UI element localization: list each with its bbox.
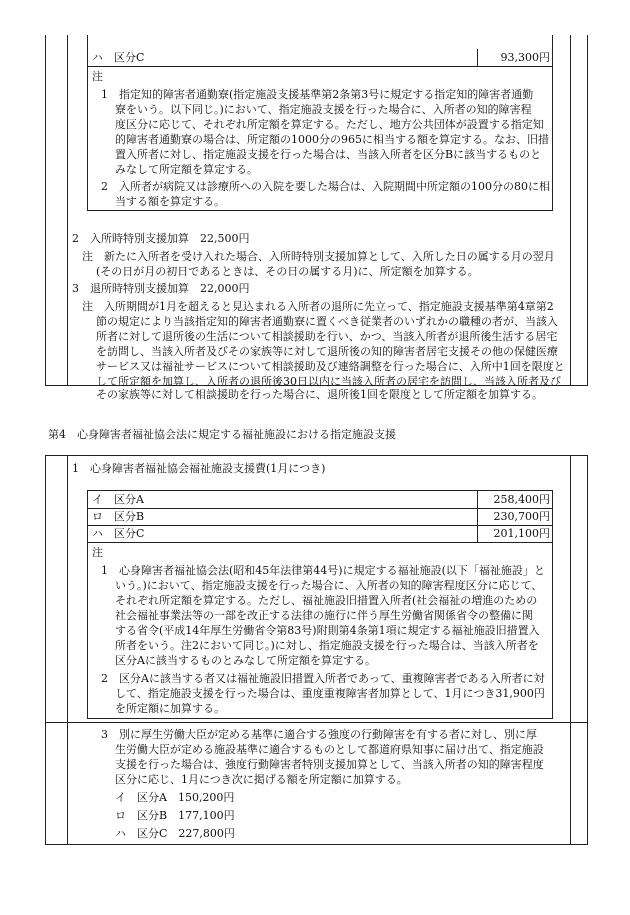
section-2-heading: 2 入所時特別支援加算 22,500円: [72, 232, 250, 245]
row-i-value: 258,400円: [493, 493, 550, 506]
row-ha-value: 93,300円: [500, 51, 550, 64]
row-ha-label: ハ 区分C: [92, 51, 145, 64]
row-ro-label: ロ 区分B: [92, 510, 145, 523]
note-label: 注: [92, 70, 103, 83]
row-ro-value: 230,700円: [493, 510, 550, 523]
note-label-2: 注: [92, 546, 103, 559]
row-ha-value-2: 201,100円: [493, 527, 550, 540]
section-3-heading: 3 退所時特別支援加算 22,000円: [72, 282, 250, 295]
part-4-title: 第4 心身障害者福祉協会法に規定する福祉施設における指定施設支援: [48, 428, 396, 441]
note-3-item-b: ロ 区分B 177,100円: [115, 809, 235, 822]
note-3-item-c: ハ 区分C 227,800円: [115, 827, 235, 840]
item-1-title: 1 心身障害者福祉協会福祉施設支援費(1月につき): [72, 462, 326, 475]
row-i-label: イ 区分A: [92, 493, 144, 506]
note-3-item-a: イ 区分A 150,200円: [115, 791, 235, 804]
row-ha-label-2: ハ 区分C: [92, 527, 145, 540]
